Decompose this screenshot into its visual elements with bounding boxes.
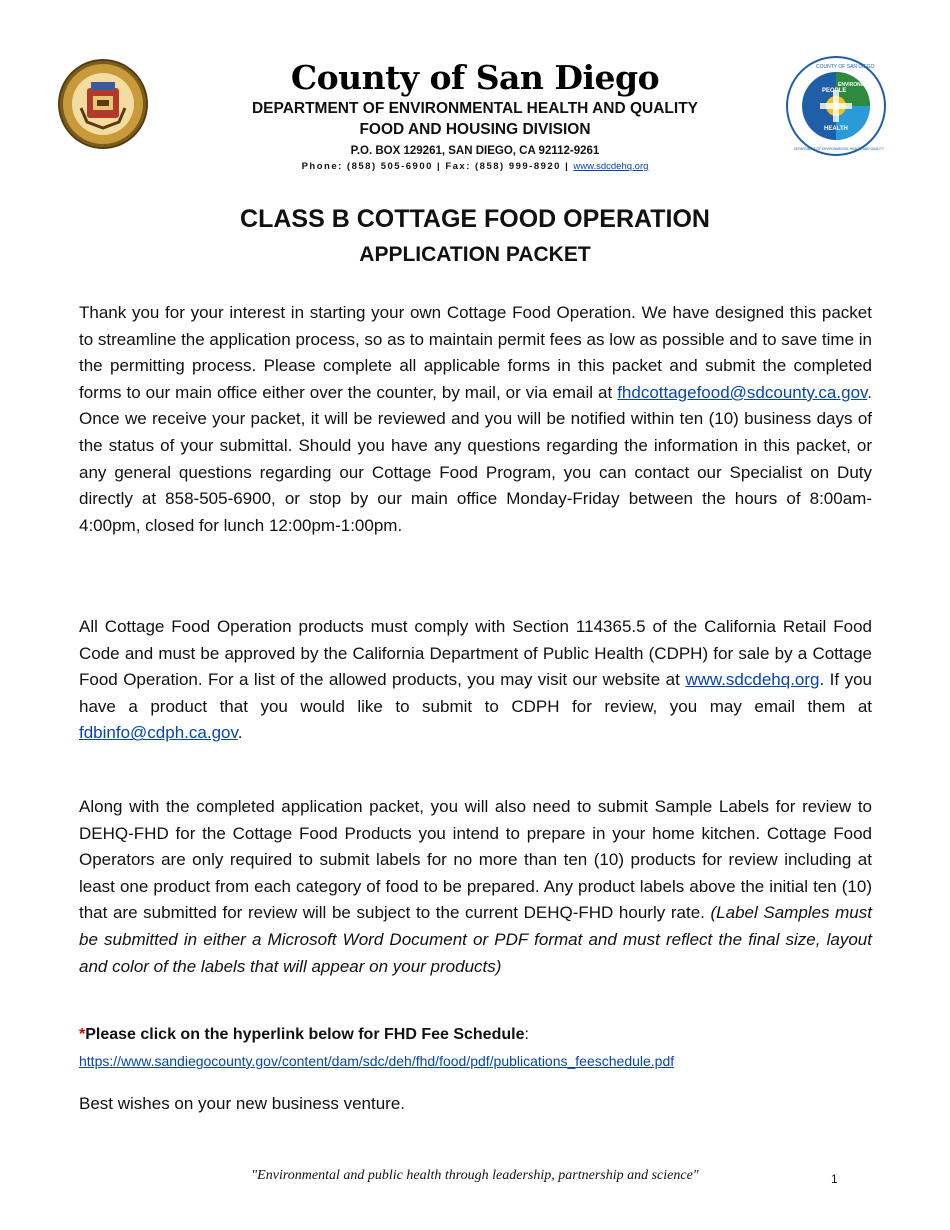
labels-paragraph [79, 794, 872, 980]
seal-text-top: COUNTY OF SAN DIEGO [816, 64, 875, 70]
fee-schedule-label: Please click on the hyperlink below for FHD Fee Schedule [85, 1026, 525, 1043]
cottage-food-email-link[interactable]: fhdcottagefood@sdcounty.ca.gov [617, 382, 868, 402]
compliance-text-2: . If you have a product that you would like to submit to CDPH for review, you may email them at [79, 670, 872, 716]
contact-line [150, 160, 800, 174]
compliance-text-3: . [237, 723, 243, 743]
letterhead [150, 58, 800, 174]
phone-fax: Phone: (858) 505-6900 | Fax: (858) 999-8920 | [301, 161, 570, 172]
division-name: FOOD AND HOUSING DIVISION [359, 121, 591, 138]
fee-schedule-link-line [79, 1051, 674, 1071]
seal-text-bottom: DEPARTMENT OF ENVIRONMENTAL HEALTH AND QUALITY [794, 147, 885, 151]
intro-paragraph [79, 300, 872, 539]
mailing-address: P.O. BOX 129261, SAN DIEGO, CA 92112-9261 [350, 145, 600, 157]
county-seal-icon [57, 58, 149, 150]
labels-italic-note: (Label Samples must be submitted in either a Microsoft Word Document or PDF format and must reflect the final size, layout and color of the labels that will appear on your products) [79, 903, 872, 976]
dehq-seal-icon [786, 56, 886, 156]
fee-schedule-colon: : [524, 1026, 529, 1043]
seal-text-people: PEOPLE [822, 88, 847, 94]
seal-text-environment: ENVIRONMENT [838, 82, 875, 88]
intro-text-2: . Once we receive your packet, it will be reviewed and you will be notified within ten (10) business days of the status of your submittal. Should you have any questions regarding the information in this packet, or any general questions regarding our Cottage Food Program, you can contact our Specialist on Duty directly at 858-505-6900, or stop by our main office Monday-Friday between the hours of 8:00am-4:00pm, closed for lunch 12:00pm-1:00pm. [79, 382, 872, 535]
compliance-text-1: All Cottage Food Operation products must comply with Section 114365.5 of the California Retail Food Code and must be approved by the California Department of Public Health (CDPH) for sale by a Cottage Food Operation. For a list of the allowed products, you may visit our website at [79, 617, 872, 690]
page-subtitle: APPLICATION PACKET [359, 243, 591, 266]
intro-text-1: Thank you for your interest in starting your own Cottage Food Operation. We have designed this packet to streamline the application process, so as to maintain permit fees as low as possible and to save time in the permitting process. Please complete all applicable forms in this packet and submit the completed forms to our main office either over the counter, by mail, or via email at [79, 303, 872, 402]
county-name: County of San Diego [290, 58, 660, 97]
cdph-email-link[interactable]: fdbinfo@cdph.ca.gov [79, 723, 238, 743]
labels-text: Along with the completed application packet, you will also need to submit Sample Labels for review to DEHQ-FHD for the Cottage Food Products you intend to prepare in your home kitchen. Cottage Food Operators are only required to submit labels for no more than ten (10) products for review including at least one product from each category of food to be prepared. Any product labels above the initial ten (10) that are submitted for review will be subject to the current DEHQ-FHD hourly rate. [79, 797, 872, 923]
header-website-link[interactable]: www.sdcdehq.org [573, 161, 649, 172]
fee-schedule-link[interactable]: https://www.sandiegocounty.gov/content/dam/sdc/deh/fhd/food/pdf/publications_feeschedule.pdf [79, 1053, 675, 1069]
department-name: DEPARTMENT OF ENVIRONMENTAL HEALTH AND QUALITY [251, 100, 699, 117]
page-title: CLASS B COTTAGE FOOD OPERATION [240, 205, 710, 233]
required-asterisk: * [79, 1026, 86, 1043]
fee-schedule-heading [79, 1024, 529, 1046]
closing-line: Best wishes on your new business venture. [79, 1094, 406, 1113]
compliance-paragraph [79, 614, 872, 747]
page-number: 1 [831, 1172, 838, 1186]
seal-text-health: HEALTH [824, 126, 848, 132]
sdcdehq-website-link[interactable]: www.sdcdehq.org [685, 670, 820, 690]
footer-motto: "Environmental and public health through leadership, partnership and science" [251, 1168, 699, 1183]
